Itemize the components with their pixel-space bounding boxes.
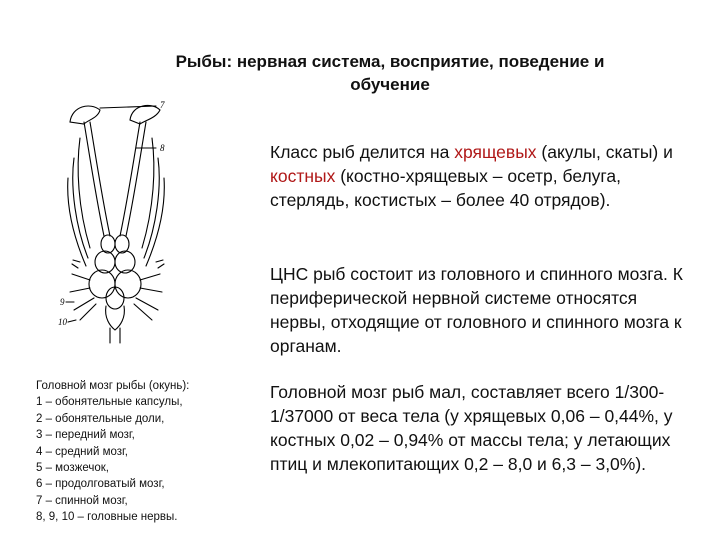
paragraph-brain-weight: Головной мозг рыб мал, составляет всего 1/300-1/37000 от веса тела (у хрящевых 0,06 – 0,44%, у костных 0,02 – 0,94% от массы тела; у летающих птиц и млекопитающих 0,2 – 8,0 и 6,3 – 3,0%). [270,382,673,474]
caption-item: 3 – передний мозг, [36,429,135,442]
fish-brain-diagram [60,98,200,343]
olfactory-capsule-right [130,105,160,124]
figure-caption [36,378,256,526]
para1-text3: (костно-хрящевых – осетр, белуга, стерлядь, костистых – более 40 отрядов). [270,166,622,210]
label-7: 7 [160,100,165,110]
caption-item: 2 – обонятельные доли, [36,412,165,425]
paragraph-classes [270,140,690,212]
caption-item: 1 – обонятельные капсулы, [36,396,183,409]
bony-highlight: костных [270,166,336,186]
cartilaginous-highlight: хрящевых [454,142,537,162]
caption-item: 8, 9, 10 – головные нервы. [36,511,178,524]
caption-item: 4 – средний мозг, [36,445,129,458]
olfactory-capsule-left [70,106,100,124]
slide-title-line1: Рыбы: нервная система, восприятие, поведение и [175,52,605,71]
label-9: 9 [60,297,65,307]
caption-item: 7 – спинной мозг, [36,494,128,507]
fish-brain-drawing [60,98,200,343]
caption-item: 5 – мозжечок, [36,462,109,475]
label-10: 10 [58,317,67,327]
para1-text1: Класс рыб делится на [270,142,455,162]
paragraph-cns: ЦНС рыб состоит из головного и спинного мозга. К периферической нервной системе относятся нервы, отходящие от головного и спинного мозга к органам. [270,264,683,356]
slide-title [120,50,660,96]
slide-title-line2: обучение [350,75,430,94]
para1-text2: (акулы, скаты) и [536,142,673,162]
label-8: 8 [160,143,165,153]
caption-heading: Головной мозг рыбы (окунь): [36,380,190,392]
caption-item: 6 – продолговатый мозг, [36,478,165,491]
